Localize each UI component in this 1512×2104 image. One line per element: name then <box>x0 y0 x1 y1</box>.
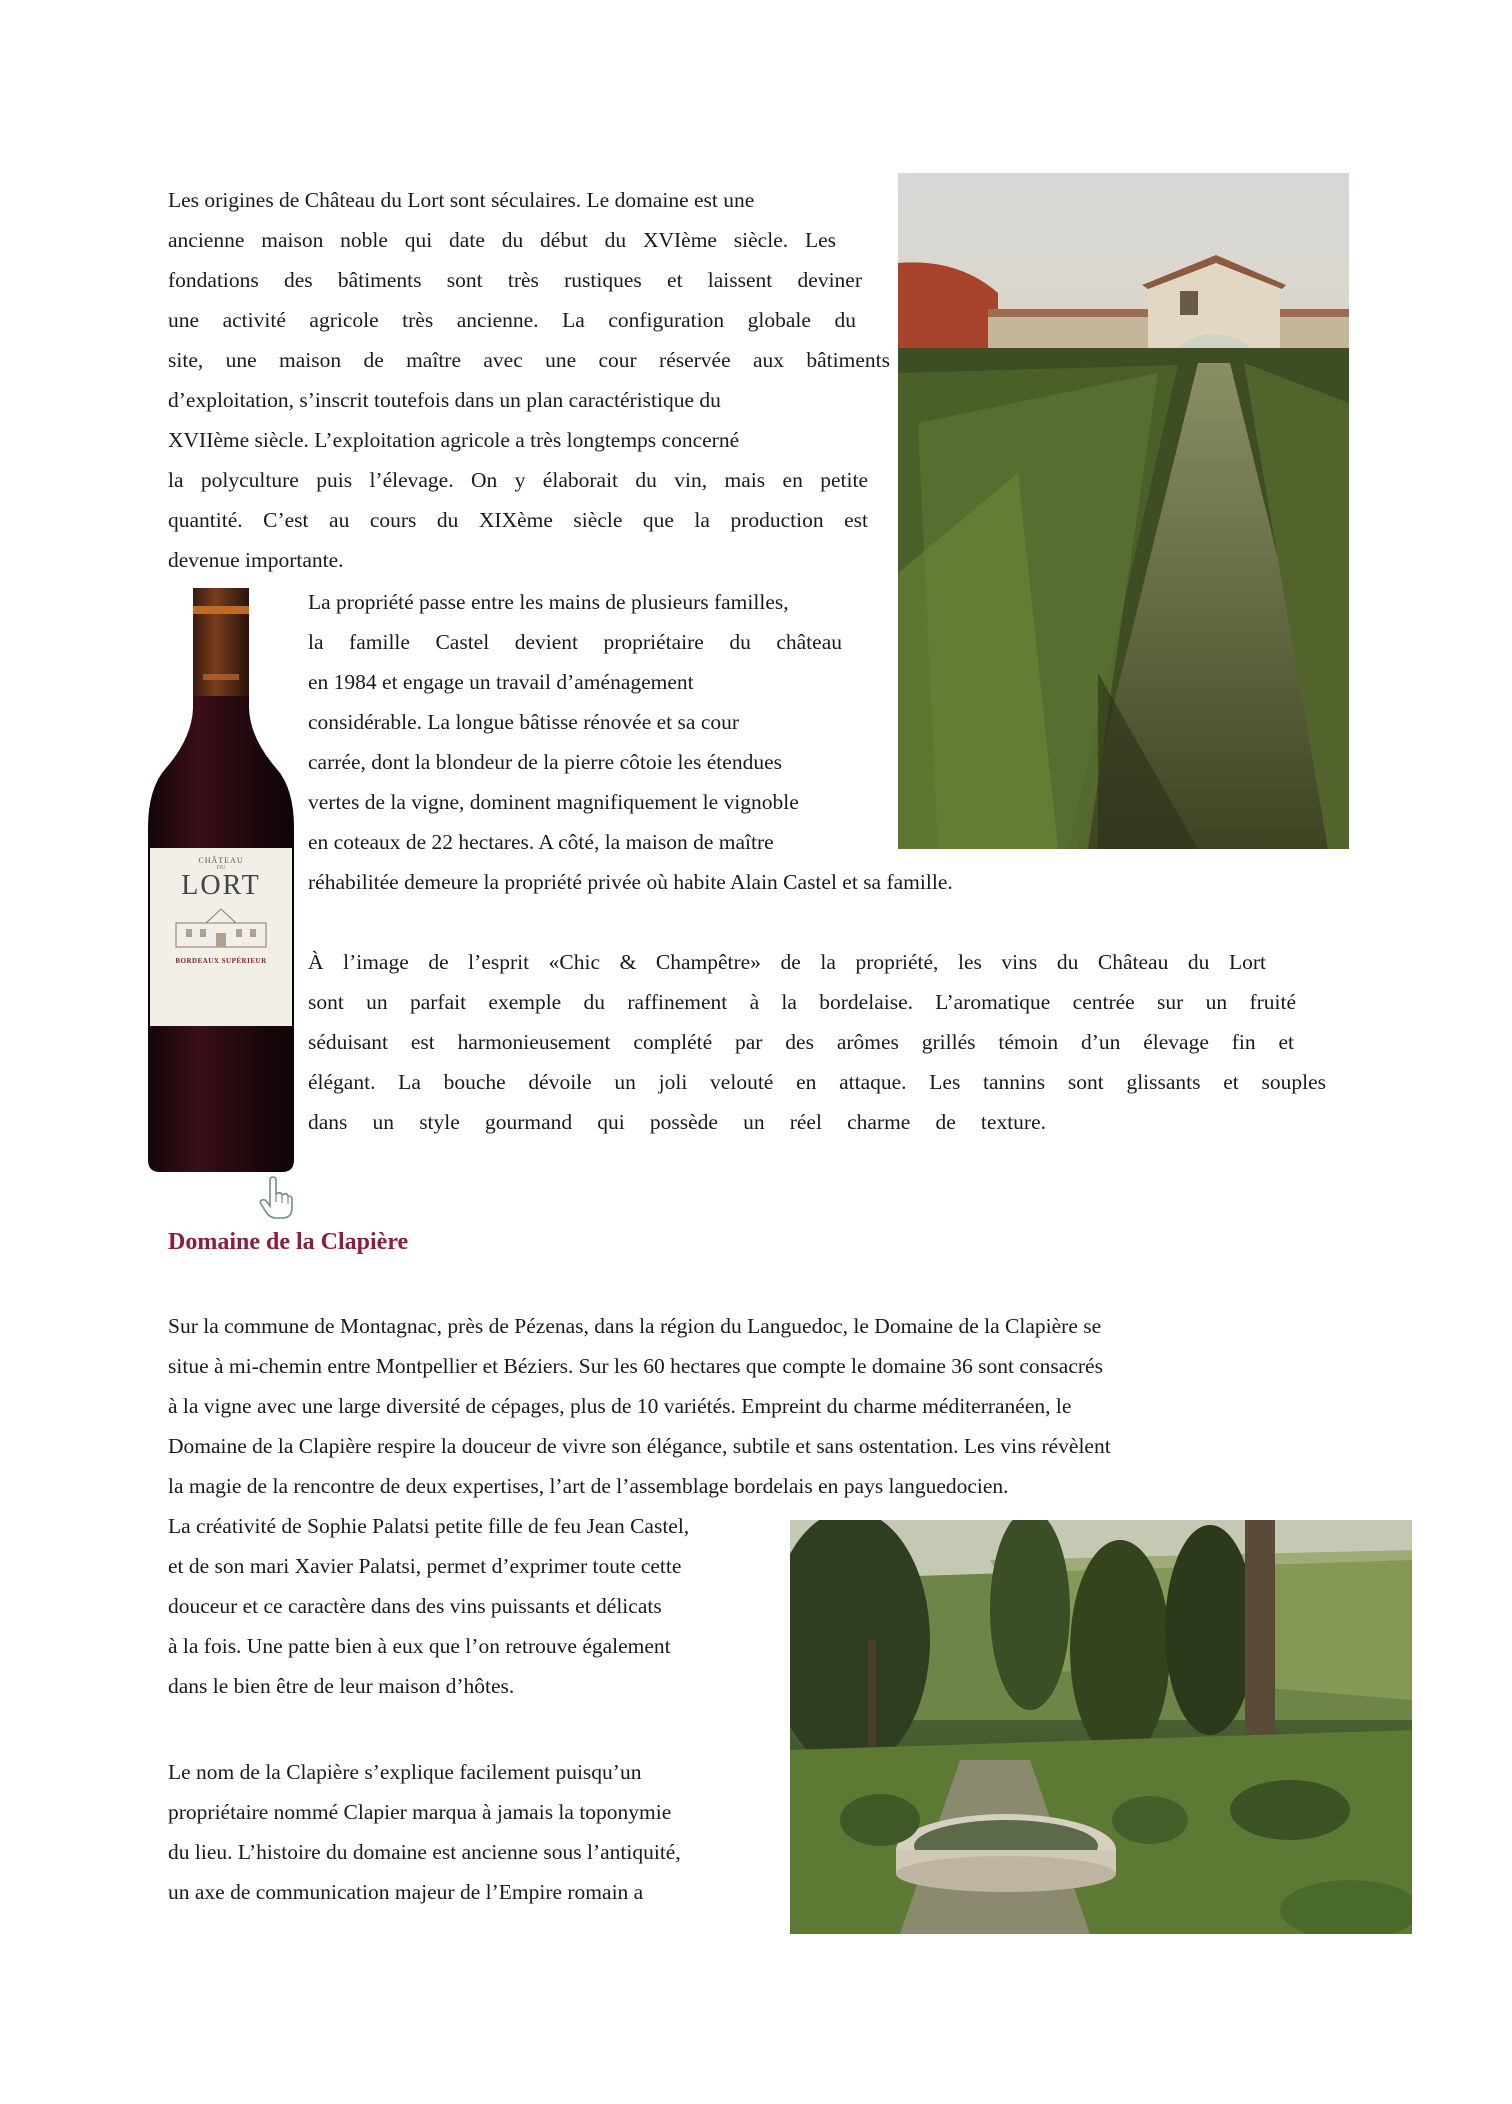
text-line: carrée, dont la blondeur de la pierre côtoie les étendues <box>308 750 782 774</box>
chateau-drawing-icon <box>166 905 276 951</box>
text-line: considérable. La longue bâtisse rénovée et sa cour <box>308 710 740 734</box>
bottle-label-name: LORT <box>181 870 261 901</box>
text-line: à la vigne avec une large diversité de cépages, plus de 10 variétés. Empreint du charme méditerranéen, le <box>168 1394 1072 1418</box>
vineyard-photo <box>898 173 1349 849</box>
text-line: dans un style gourmand qui possède un réel charme de texture. <box>308 1110 1046 1134</box>
text-line: la magie de la rencontre de deux expertises, l’art de l’assemblage bordelais en pays languedocien. <box>168 1474 1009 1498</box>
text-line: d’exploitation, s’inscrit toutefois dans un plan caractéristique du <box>168 388 721 412</box>
text-line: site, une maison de maître avec une cour réservée aux bâtiments <box>168 348 890 372</box>
text-line: vertes de la vigne, dominent magnifiquement le vignoble <box>308 790 799 814</box>
wine-bottle-image <box>146 588 296 1172</box>
text-line: quantité. C’est au cours du XIXème siècle que la production est <box>168 508 868 532</box>
hand-pointer-icon[interactable] <box>258 1176 294 1220</box>
text-line: Les origines de Château du Lort sont séculaires. Le domaine est une <box>168 188 755 212</box>
text-line: Domaine de la Clapière respire la douceur de vivre son élégance, subtile et sans ostentation. Les vins révèlent <box>168 1434 1111 1458</box>
text-line: un axe de communication majeur de l’Empire romain a <box>168 1880 644 1904</box>
bottle-label-chateau: CHÂTEAU <box>198 856 244 865</box>
text-line: La propriété passe entre les mains de plusieurs familles, <box>308 590 789 614</box>
text-line: Sur la commune de Montagnac, près de Pézenas, dans la région du Languedoc, le Domaine de la Clapière se <box>168 1314 1102 1338</box>
text-line: XVIIème siècle. L’exploitation agricole a très longtemps concerné <box>168 428 740 452</box>
bottle-label-du: DU <box>216 865 226 871</box>
text-line: ancienne maison noble qui date du début du XVIème siècle. Les <box>168 228 836 252</box>
section-heading-clapiere: Domaine de la Clapière <box>168 1229 409 1255</box>
text-line: et de son mari Xavier Palatsi, permet d’exprimer toute cette <box>168 1554 682 1578</box>
text-line: à la fois. Une patte bien à eux que l’on retrouve également <box>168 1634 671 1658</box>
garden-photo <box>790 1520 1412 1934</box>
text-line: situe à mi-chemin entre Montpellier et Béziers. Sur les 60 hectares que compte le domaine 36 sont consacrés <box>168 1354 1103 1378</box>
text-line: en coteaux de 22 hectares. A côté, la maison de maître <box>308 830 774 854</box>
text-line: réhabilitée demeure la propriété privée où habite Alain Castel et sa famille. <box>308 870 953 894</box>
text-line: la famille Castel devient propriétaire du château <box>308 630 842 654</box>
bottle-label-appellation: BORDEAUX SUPÉRIEUR <box>175 957 267 965</box>
text-line: douceur et ce caractère dans des vins puissants et délicats <box>168 1594 662 1618</box>
text-line: une activité agricole très ancienne. La configuration globale du <box>168 308 856 332</box>
text-line: Le nom de la Clapière s’explique facilement puisqu’un <box>168 1760 642 1784</box>
text-line: la polyculture puis l’élevage. On y élaborait du vin, mais en petite <box>168 468 868 492</box>
text-line: La créativité de Sophie Palatsi petite fille de feu Jean Castel, <box>168 1514 690 1538</box>
text-line: séduisant est harmonieusement complété par des arômes grillés témoin d’un élevage fin et <box>308 1030 1294 1054</box>
text-line: dans le bien être de leur maison d’hôtes. <box>168 1674 515 1698</box>
text-line: en 1984 et engage un travail d’aménagement <box>308 670 694 694</box>
text-line: devenue importante. <box>168 548 344 572</box>
text-line: propriétaire nommé Clapier marqua à jamais la toponymie <box>168 1800 672 1824</box>
text-line: À l’image de l’esprit «Chic & Champêtre» de la propriété, les vins du Château du Lort <box>308 950 1266 974</box>
bottle-label <box>150 850 292 1024</box>
text-line: élégant. La bouche dévoile un joli velouté en attaque. Les tannins sont glissants et souples <box>308 1070 1326 1094</box>
text-line: sont un parfait exemple du raffinement à la bordelaise. L’aromatique centrée sur un fruité <box>308 990 1296 1014</box>
text-line: fondations des bâtiments sont très rustiques et laissent deviner <box>168 268 862 292</box>
text-line: du lieu. L’histoire du domaine est ancienne sous l’antiquité, <box>168 1840 681 1864</box>
